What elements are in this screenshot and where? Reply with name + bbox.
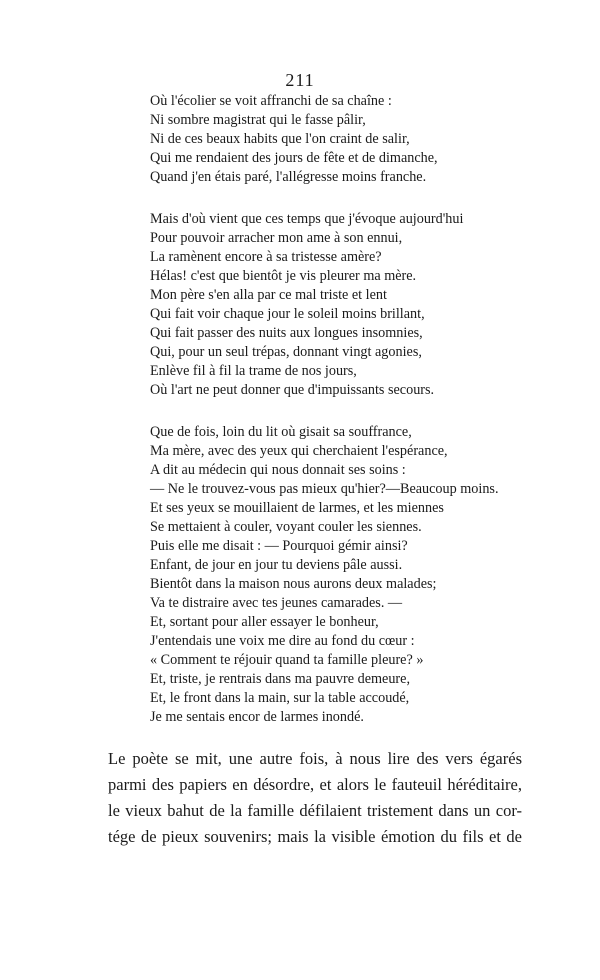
prose-paragraph [108,746,522,850]
verse-line: Bientôt dans la maison nous aurons deux malades; [150,576,437,592]
verse-line: Et ses yeux se mouillaient de larmes, et les miennes [150,500,444,516]
verse-line: Que de fois, loin du lit où gisait sa souffrance, [150,424,412,440]
page-number: 211 [285,70,315,90]
verse-line: Mais d'où vient que ces temps que j'évoque aujourd'hui [150,211,464,227]
verse-line: La ramènent encore à sa tristesse amère? [150,249,382,265]
verse-line: « Comment te réjouir quand ta famille pleure? » [150,652,424,668]
poem-stanza-2 [150,210,510,400]
verse-line: Se mettaient à couler, voyant couler les siennes. [150,519,422,535]
verse-line: Qui, pour un seul trépas, donnant vingt agonies, [150,344,422,360]
verse-line: Ni sombre magistrat qui le fasse pâlir, [150,112,366,128]
verse-line: Je me sentais encor de larmes inondé. [150,709,364,725]
prose-line: tége de pieux souvenirs; mais la visible émotion du fils et de [108,827,522,846]
verse-line: A dit au médecin qui nous donnait ses soins : [150,462,406,478]
verse-line: J'entendais une voix me dire au fond du cœur : [150,633,415,649]
verse-line: Ma mère, avec des yeux qui cherchaient l'espérance, [150,443,448,459]
verse-line: Puis elle me disait : — Pourquoi gémir ainsi? [150,538,408,554]
prose-line: parmi des papiers en désordre, et alors le fauteuil héréditaire, [108,775,522,794]
verse-line: Et, sortant pour aller essayer le bonheur, [150,614,379,630]
prose-line: Le poète se mit, une autre fois, à nous lire des vers égarés [108,749,522,768]
verse-line: Pour pouvoir arracher mon ame à son ennui, [150,230,403,246]
verse-line: Et, triste, je rentrais dans ma pauvre demeure, [150,671,411,687]
poem-stanza-1 [150,92,510,187]
verse-line: Et, le front dans la main, sur la table accoudé, [150,690,410,706]
verse-line: Qui me rendaient des jours de fête et de dimanche, [150,150,438,166]
verse-line: Mon père s'en alla par ce mal triste et lent [150,287,387,303]
prose-line: le vieux bahut de la famille défilaient tristement dans un cor- [108,801,522,820]
verse-line: Ni de ces beaux habits que l'on craint de salir, [150,131,410,147]
verse-line: Qui fait voir chaque jour le soleil moins brillant, [150,306,425,322]
verse-line: Enlève fil à fil la trame de nos jours, [150,363,357,379]
verse-line: Qui fait passer des nuits aux longues insomnies, [150,325,423,341]
verse-line: Va te distraire avec tes jeunes camarades. — [150,595,403,611]
verse-line: Quand j'en étais paré, l'allégresse moins franche. [150,169,427,185]
verse-line: Où l'art ne peut donner que d'impuissants secours. [150,382,435,398]
verse-line: Hélas! c'est que bientôt je vis pleurer ma mère. [150,268,417,284]
poem-stanza-3 [150,423,510,727]
verse-line: Enfant, de jour en jour tu deviens pâle aussi. [150,557,403,573]
verse-line: Où l'écolier se voit affranchi de sa chaîne : [150,93,392,109]
verse-line: — Ne le trouvez-vous pas mieux qu'hier?—Beaucoup moins. [150,481,499,497]
